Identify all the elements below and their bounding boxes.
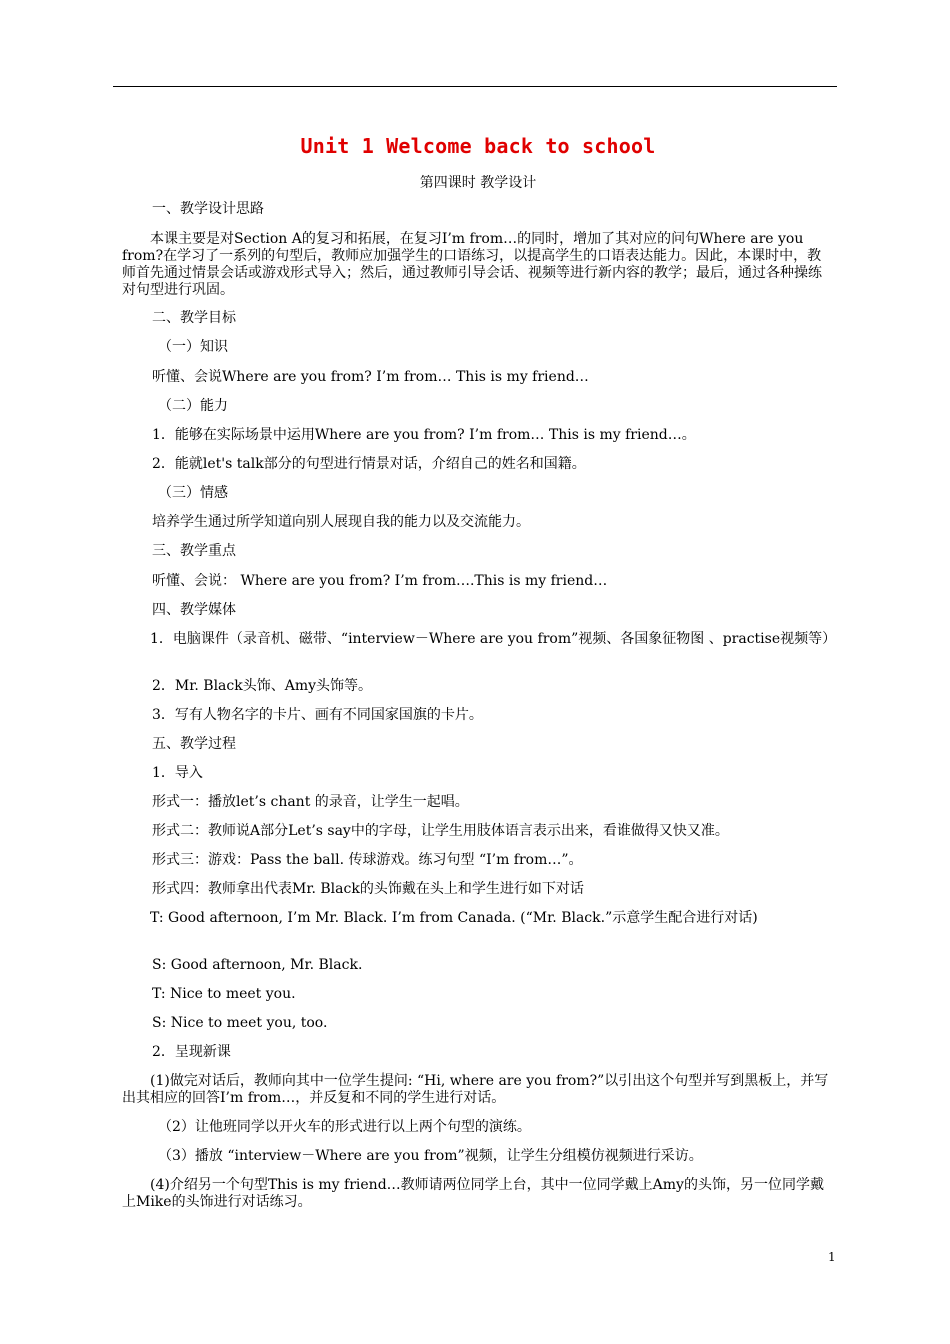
dialogue-line-3: T: Nice to meet you. <box>152 986 296 1002</box>
media-item-1: 1．电脑课件（录音机、磁带、“interview－Where are you from”视频、各国象征物图 、practise视频等） <box>150 631 837 647</box>
section-heading-3: 三、教学重点 <box>152 543 236 559</box>
page-number: 1 <box>828 1250 836 1264</box>
media-item-3: 3．写有人物名字的卡片、画有不同国家国旗的卡片。 <box>152 707 483 723</box>
section-heading-5: 五、教学过程 <box>152 736 236 752</box>
section-heading-2: 二、教学目标 <box>152 310 236 326</box>
dialogue-line-2: S: Good afternoon, Mr. Black. <box>152 957 363 973</box>
page-subtitle: 第四课时 教学设计 <box>419 175 537 191</box>
section-heading-4: 四、教学媒体 <box>152 602 236 618</box>
subsection-knowledge: （一）知识 <box>158 339 228 355</box>
subsection-emotion: （三）情感 <box>158 485 228 501</box>
header-rule <box>113 86 837 87</box>
dialogue-line-4: S: Nice to meet you, too. <box>152 1015 328 1031</box>
step-new-lesson-heading: 2．呈现新课 <box>152 1044 231 1060</box>
emotion-item: 培养学生通过所学知道向别人展现自我的能力以及交流能力。 <box>152 514 530 530</box>
intro-form-2: 形式二：教师说A部分Let’s say中的字母，让学生用肢体语言表示出来，看谁做得又快又准。 <box>152 823 729 839</box>
subsection-ability: （二）能力 <box>158 398 228 414</box>
dialogue-line-1: T: Good afternoon, I’m Mr. Black. I’m from Canada. (“Mr. Black.”示意学生配合进行对话) <box>150 910 758 926</box>
new-lesson-item-2: （2）让他班同学以开火车的形式进行以上两个句型的演练。 <box>158 1119 531 1135</box>
new-lesson-item-1: (1)做完对话后，教师向其中一位学生提问: “Hi, where are you from?”以引出这个句型并写到黑板上，并写出其相应的回答I’m from…，并反复和不同的学生进行对话。 <box>122 1073 829 1106</box>
page-title: Unit 1 Welcome back to school <box>300 134 656 158</box>
key-point-item: 听懂、会说： Where are you from? I’m from….This is my friend… <box>152 573 608 589</box>
step-intro-heading: 1．导入 <box>152 765 203 781</box>
media-item-2: 2．Mr. Black头饰、Amy头饰等。 <box>152 678 373 694</box>
ability-item-1: 1．能够在实际场景中运用Where are you from? I’m from… This is my friend…。 <box>152 427 696 443</box>
intro-form-1: 形式一：播放let’s chant 的录音，让学生一起唱。 <box>152 794 469 810</box>
knowledge-item: 听懂、会说Where are you from? I’m from… This is my friend… <box>152 369 589 385</box>
ability-item-2: 2．能就let's talk部分的句型进行情景对话，介绍自己的姓名和国籍。 <box>152 456 586 472</box>
new-lesson-item-3: （3）播放 “interview－Where are you from”视频，让学生分组模仿视频进行采访。 <box>158 1148 703 1164</box>
section-heading-1: 一、教学设计思路 <box>152 201 264 217</box>
paragraph-design-idea: 本课主要是对Section A的复习和拓展，在复习I’m from…的同时，增加了其对应的问句Where are you from?在学习了一系列的句型后，教师应加强学生的口语练习，以提高学生的口语表达能力。因此，本课时中，教师首先通过情景会话或游戏形式导入；然后，通过教师引导会话、视频等进行新内容的教学；最后，通过各种操练对句型进行巩固。 <box>122 231 822 298</box>
new-lesson-item-4: (4)介绍另一个句型This is my friend…教师请两位同学上台，其中一位同学戴上Amy的头饰，另一位同学戴上Mike的头饰进行对话练习。 <box>122 1177 824 1210</box>
intro-form-4: 形式四：教师拿出代表Mr. Black的头饰戴在头上和学生进行如下对话 <box>152 881 584 897</box>
intro-form-3: 形式三：游戏：Pass the ball. 传球游戏。练习句型 “I’m from…”。 <box>152 852 583 868</box>
